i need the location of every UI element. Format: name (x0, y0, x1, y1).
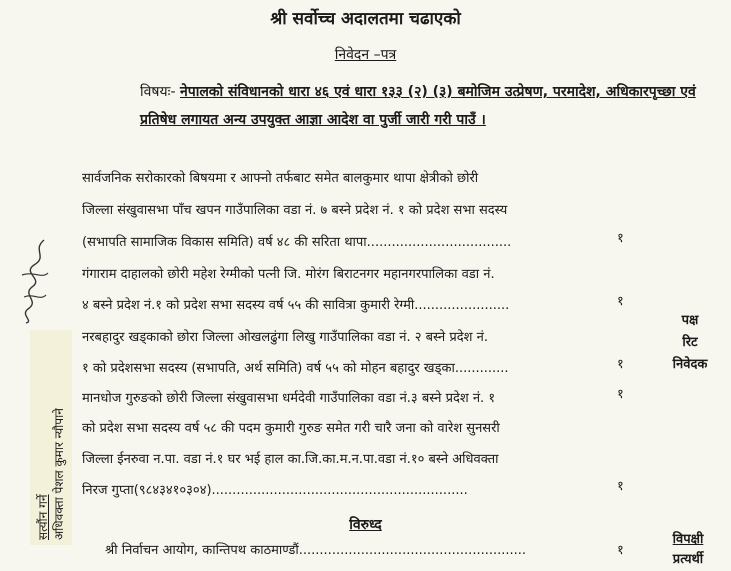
petition-line: ४ बस्ने प्रदेश नं.१ को प्रदेश सभा सदस्य वर्ष ५५ की सावित्रा कुमारी रेग्मी....................... (82, 298, 510, 313)
respondent-label-line1: विपक्षी (672, 532, 704, 547)
petitioner-number: १ (617, 479, 624, 494)
petitioner-number: १ (617, 357, 624, 372)
subject-label: विषयः- (140, 84, 176, 100)
petition-line: गंगाराम दाहालको छोरी महेश रेग्मीको पत्नी जि. मोरंग बिराटनगर महानगरपालिका वडा नं. (82, 267, 495, 282)
signature-icon (14, 235, 54, 325)
party-label-line1: पक्ष (681, 313, 699, 328)
petitioner-number: १ (617, 387, 624, 402)
against-heading-text: विरुध्द (349, 517, 382, 533)
petition-line: (सभापति सामाजिक विकास समिति) वर्ष ४८ की सरिता थापा................................... (82, 235, 512, 250)
petition-line: मानधोज गुरुङको छोरी जिल्ला संखुवासभा धर्मदेवी गाउँपालिका वडा नं.३ बस्ने प्रदेश नं. १ (82, 391, 496, 406)
margin-note-line1: सत्यौंन गर्ने (36, 494, 50, 540)
petition-line: नरबहादुर खड्काको छोरा जिल्ला ओखलढुंगा लिखु गाउँपालिका वडा नं. २ बस्ने प्रदेश नं. (82, 330, 488, 345)
petition-line: निरज गुप्ता(९८४३४१०३०४).............................................................. (82, 483, 468, 498)
petition-line: जिल्ला ईनरुवा न.पा. वडा नं.१ घर भई हाल का.जि.का.म.न.पा.वडा नं.१० बस्ने अधिवक्ता (82, 452, 499, 467)
petition-line: सार्वजनिक सरोकारको बिषयमा र आफ्नो तर्फबाट समेत बालकुमार थापा क्षेत्रीको छोरी (82, 171, 479, 186)
petition-line: जिल्ला संखुवासभा पाँच खपन गाउँपालिका वडा नं. ७ बस्ने प्रदेश नं. १ को प्रदेश सभा सदस्य (82, 203, 508, 218)
margin-note (35, 330, 67, 540)
respondent-label (648, 530, 728, 570)
subject-text: नेपालको संविधानको धारा ४६ एवं धारा १३३ (२) (३) बमोजिम उत्प्रेषण, परमादेश, अधिकारपृच्छा एवं प्रतिषेध लगायत अन्य उपयुक्त आज्ञा आदेश वा पुर्जी जारी गरी पाउँ । (140, 84, 696, 128)
court-heading: श्री सर्वोच्च अदालतमा चढाएको (270, 9, 461, 29)
document-type (0, 45, 731, 64)
petition-line: १ को प्रदेशसभा सदस्य (सभापति, अर्थ समिति) वर्ष ५५ को मोहन बहादुर खड्का............. (82, 361, 509, 376)
respondent-number: १ (617, 543, 624, 558)
respondent-line: श्री निर्वाचन आयोग, कान्तिपथ काठमाण्डौं....................................................... (105, 543, 527, 558)
party-label (655, 310, 725, 376)
party-label-line2: रिट (682, 335, 698, 350)
document-type-text: निवेदन –पत्र (334, 47, 397, 63)
party-label-line3: निवेदक (672, 357, 708, 372)
petitioner-number: १ (617, 294, 624, 309)
respondent-label-line2: प्रत्यर्थी (672, 552, 704, 567)
against-heading (0, 515, 731, 534)
subject-paragraph (140, 78, 700, 134)
petition-line: को प्रदेश सभा सदस्य वर्ष ५८ की पदम कुमारी गुरुङ समेत गरी चारै जना को वारेश सुनसरी (82, 421, 500, 436)
margin-note-line2: अधिवक्ता पेशल कुमार न्यौपाने (52, 408, 66, 540)
petitioner-number: १ (617, 231, 624, 246)
